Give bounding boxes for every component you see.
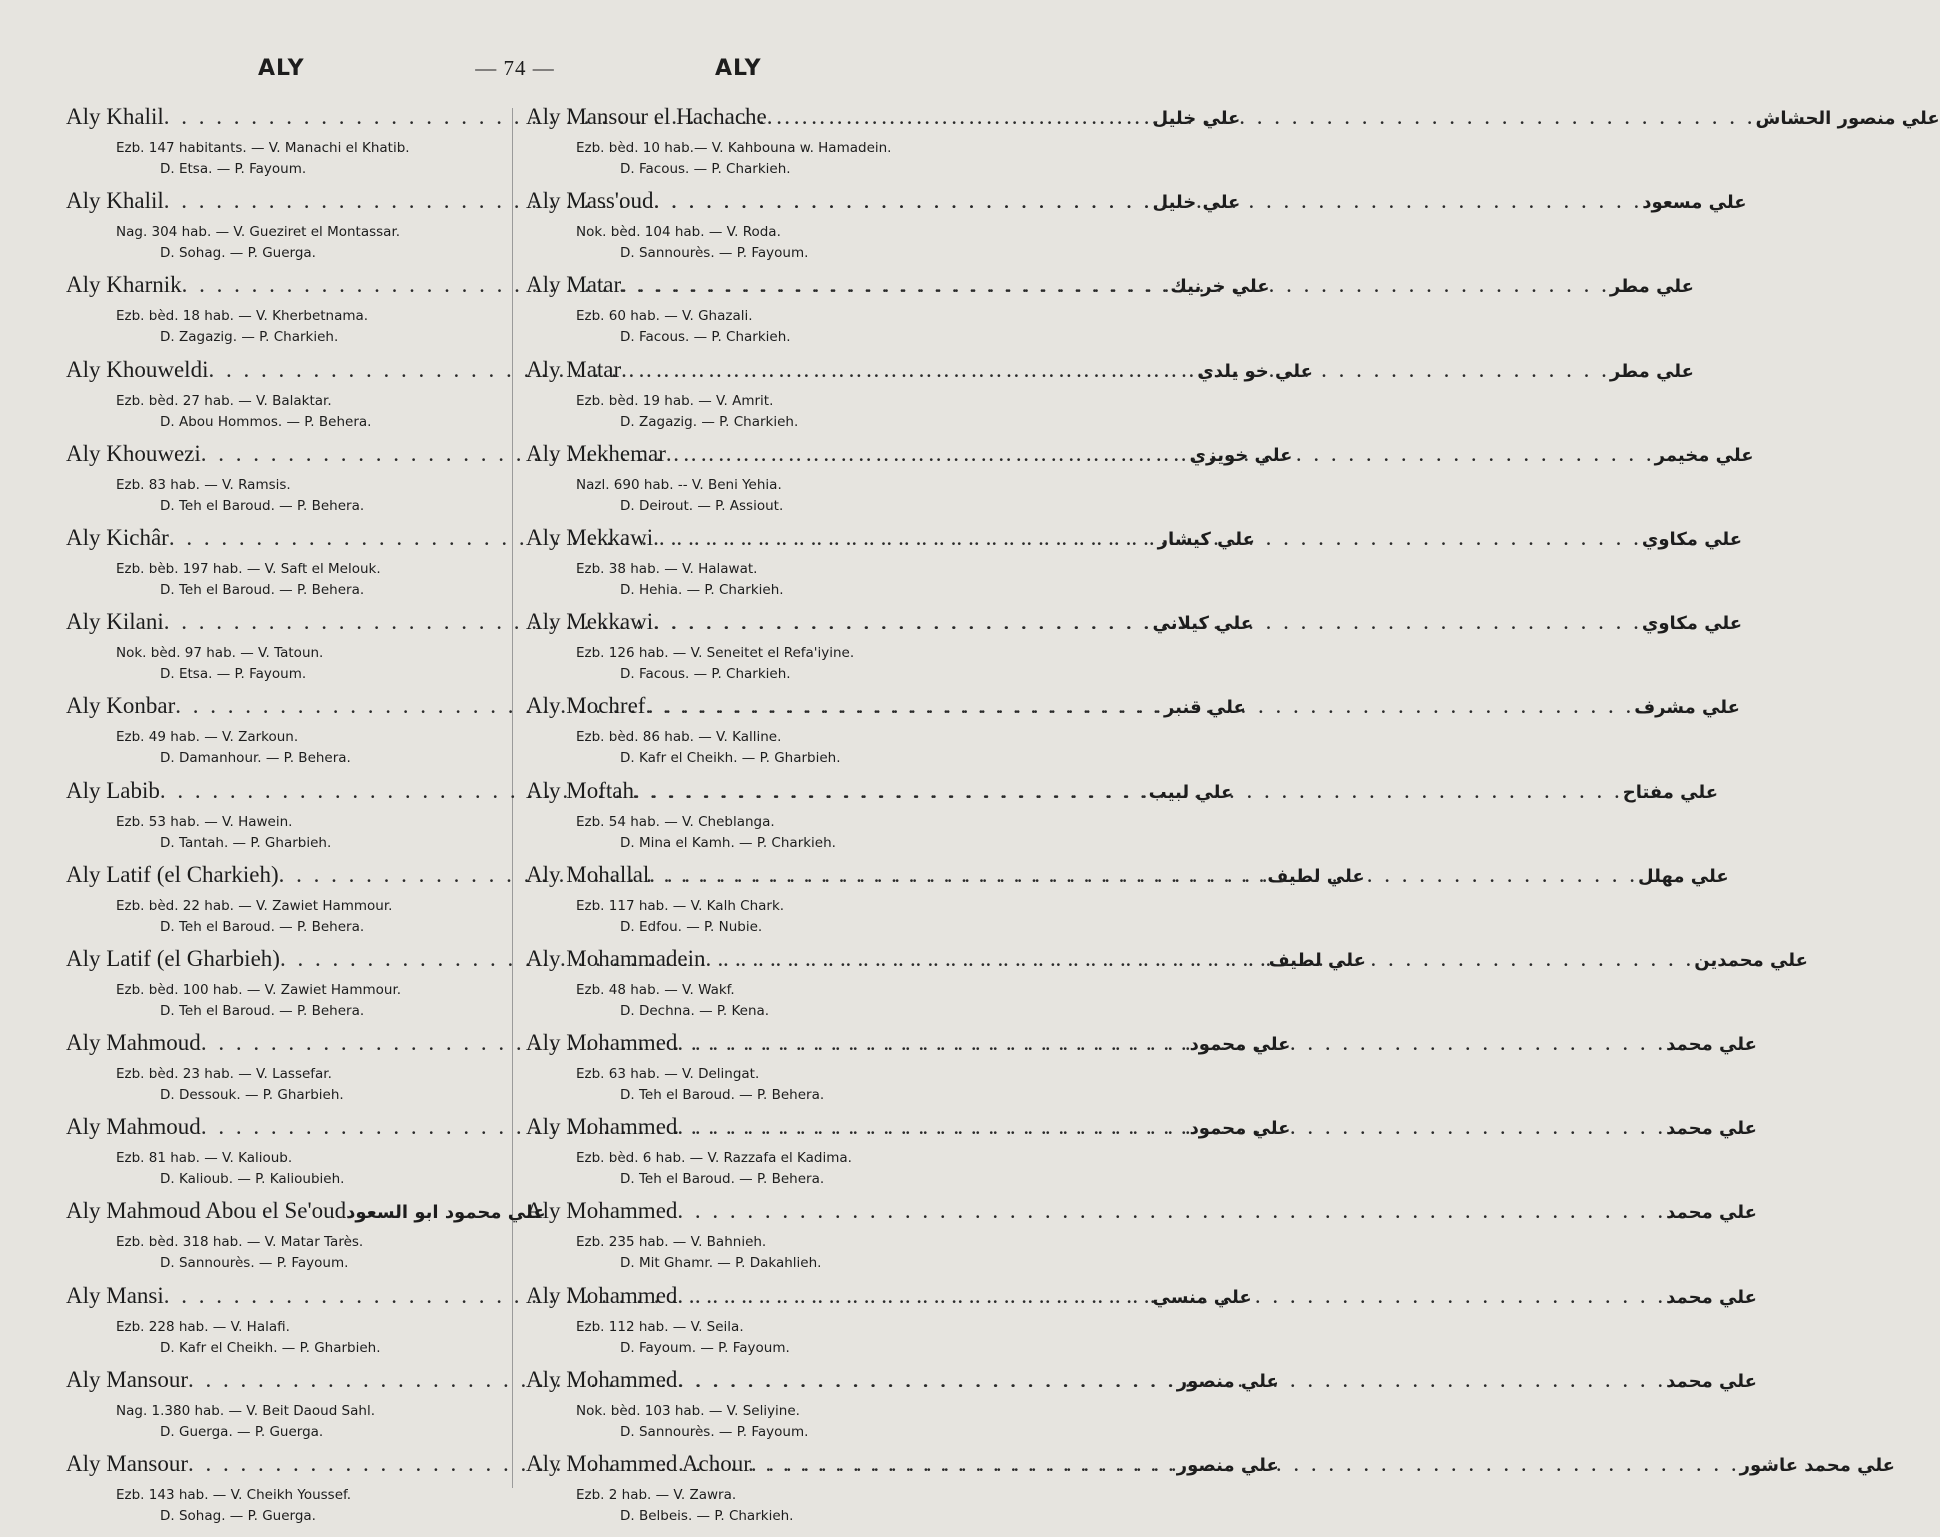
entry-arabic-name: علي منسي [1152,1286,1252,1308]
entry-details: Nag. 304 hab. — V. Gueziret el Montassar. [116,224,401,241]
dot-leaders [645,693,1634,719]
entry-details: Ezb. bèd. 19 hab. — V. Amrit. [576,392,774,409]
entry-arabic-name: علي كيشار [1157,528,1255,550]
entry-name: Aly Latif (el Gharbieh) [66,945,280,971]
entry-details: Ezb. bèd. 318 hab. — V. Matar Tarès. [116,1234,364,1251]
entry-name: Aly Mohammed [526,1114,678,1140]
entry-arabic-name: علي محمدين [1694,949,1808,971]
dot-leaders [767,104,1756,130]
dot-leaders [621,272,1610,298]
entry-name: Aly Mohammadein [526,945,706,971]
dot-leaders [677,1283,1666,1309]
entry-district: D. Teh el Baroud. — P. Behera. [620,1087,825,1104]
dot-leaders [653,525,1642,551]
entry-details: Ezb. 54 hab. — V. Cheblanga. [576,813,775,830]
entry-name: Aly Khalil [66,104,164,129]
entry-arabic-name: علي مفتاح [1622,781,1719,803]
entry-arabic-name: علي خليل [1152,108,1241,129]
entry-details: Ezb. 143 hab. — V. Cheikh Youssef. [116,1487,352,1503]
entry-district: D. Hehia. — P. Charkieh. [620,581,784,598]
entry-district: D. Facous. — P. Charkieh. [620,161,791,177]
entry-arabic-name: علي منصور [1176,1455,1279,1476]
entry-arabic-name: علي قنبر [1163,697,1246,719]
entry-district: D. Mina el Kamh. — P. Charkieh. [620,834,836,851]
entry-district: D. Facous. — P. Charkieh. [620,329,791,346]
entry-details: Ezb. 49 hab. — V. Zarkoun. [116,729,299,746]
entry-arabic-name: علي كيلاني [1152,613,1254,635]
entry-name: Aly Labib [66,777,160,803]
entry-name: Aly Mansour [66,1451,189,1476]
entry-name: Aly Mohammed [526,1366,678,1392]
entry-name: Aly Mansour el Hachache [526,104,767,129]
entry-district: D. Sannourès. — P. Fayoum. [620,1423,809,1440]
running-head-left: ALY [258,56,305,81]
entry-district: D. Teh el Baroud. — P. Behera. [160,1002,365,1019]
entry-district: D. Edfou. — P. Nubie. [620,918,763,935]
entry-name: Aly Mansour [66,1366,189,1392]
entry-district: D. Tantah. — P. Gharbieh. [160,834,332,851]
entry-arabic-name: علي مكاوي [1641,528,1743,550]
entry-district: D. Teh el Baroud. — P. Behera. [160,581,365,598]
entry-district: D. Teh el Baroud. — P. Behera. [160,497,365,514]
page-header [0,56,1000,92]
dot-leaders [677,1114,1666,1140]
entry-name: Aly Mass'oud [526,188,654,214]
entry-name: Aly Mohallal [526,861,650,887]
entry-district: D. Deirout. — P. Assiout. [620,497,784,514]
entry-district: D. Kafr el Cheikh. — P. Gharbieh. [160,1339,381,1356]
entry-name: Aly Mekkawi [526,524,654,550]
entry-details: Ezb. 53 hab. — V. Hawein. [116,813,293,830]
entry-arabic-name: علي مسعود [1642,192,1747,214]
entry-arabic-name: علي محمود [1189,1118,1291,1140]
dot-leaders [706,946,1695,972]
entry-details: Ezb. bèd. 86 hab. — V. Kalline. [576,729,782,746]
entry-arabic-name: علي منصور [1176,1370,1279,1392]
entry-district: D. Kafr el Cheikh. — P. Gharbieh. [620,750,841,767]
entry-name: Aly Latif (el Charkieh) [66,861,279,887]
dot-leaders [677,1030,1666,1056]
entry-name: Aly Mohammed Achour [526,1451,751,1476]
entry-district: D. Zagazig. — P. Charkieh. [160,329,339,346]
entry-district: D. Facous. — P. Charkieh. [620,666,791,683]
entry-district: D. Dechna. — P. Kena. [620,1002,770,1019]
entry-details: Ezb. bèd. 27 hab. — V. Balaktar. [116,392,332,409]
running-head-right: ALY [715,56,762,81]
entry-details: Ezb. bèb. 197 hab. — V. Saft el Melouk. [116,560,381,577]
entry-name: Aly Mochref [526,693,646,719]
entry-district: D. Belbeis. — P. Charkieh. [620,1508,794,1524]
entry-arabic-name: علي خو يلدي [1197,360,1313,382]
dot-leaders [677,1198,1666,1224]
entry-arabic-name: علي مشرف [1634,697,1740,719]
dot-leaders [634,778,1623,804]
entry-district: D. Etsa. — P. Fayoum. [160,666,307,683]
entry-name: Aly Kharnik [66,272,182,298]
entry-district: D. Zagazig. — P. Charkieh. [620,413,799,430]
entry-name: Aly Mansi [66,1282,164,1308]
entry-name: Aly Mekkawi [526,609,654,635]
entry-arabic-name: علي محمد [1666,1202,1757,1224]
entry-district: D. Etsa. — P. Fayoum. [160,161,307,177]
entry-details: Ezb. 38 hab. — V. Halawat. [576,560,758,577]
dot-leaders [677,1367,1666,1393]
entry-name: Aly Mohammed [526,1198,678,1224]
entry-district: D. Kalioub. — P. Kalioubieh. [160,1171,345,1188]
entry-details: Ezb. bèd. 18 hab. — V. Kherbetnama. [116,308,369,325]
entry-details: Ezb. 60 hab. — V. Ghazali. [576,308,753,325]
entry-arabic-name: علي مطر [1609,360,1694,382]
entry-district: D. Sohag. — P. Guerga. [160,1508,316,1524]
entry-name: Aly Kilani [66,609,164,635]
entry-details: Ezb. 117 hab. — V. Kalh Chark. [576,897,785,914]
entry-arabic-name: علي مطر [1609,276,1694,298]
entry-details: Ezb. 81 hab. — V. Kalioub. [116,1150,293,1167]
dot-leaders [621,357,1610,383]
entry-arabic-name: علي لطيف [1267,865,1365,887]
entry-name: Aly Khalil [66,188,164,214]
entry-details: Ezb. 83 hab. — V. Ramsis. [116,476,291,493]
entry-name: Aly Kichâr [66,524,169,550]
entry-district: D. Fayoum. — P. Fayoum. [620,1339,790,1356]
entry-heading [66,1198,546,1232]
entry-arabic-name: علي مكاوي [1641,613,1743,635]
entry-district: D. Dessouk. — P. Gharbieh. [160,1087,344,1104]
dot-leaders [653,609,1642,635]
entry-district: D. Teh el Baroud. — P. Behera. [620,1171,825,1188]
entry-arabic-name: علي خرنيك [1170,276,1270,298]
entry-details: Ezb. 147 habitants. — V. Manachi el Khatib. [116,140,410,156]
entry-arabic-name: علي محمود ابو السعود [346,1202,546,1224]
entry-district: D. Teh el Baroud. — P. Behera. [160,918,365,935]
dot-leaders [649,862,1638,888]
dot-leaders [653,188,1642,214]
entry-arabic-name: علي خليل [1152,192,1241,214]
entry-district: D. Damanhour. — P. Behera. [160,750,351,767]
entry-details: Ezb. 126 hab. — V. Seneitet el Refa'iyine. [576,645,855,662]
entry-details: Ezb. 63 hab. — V. Delingat. [576,1066,760,1083]
entry-name: Aly Mahmoud [66,1114,201,1140]
gazetteer-entry [526,1198,1757,1282]
entry-name: Aly Konbar [66,693,176,719]
entry-name: Aly Moftah [526,777,634,803]
entry-name: Aly Mohammed [526,1282,678,1308]
entry-arabic-name: علي محمد [1666,1286,1757,1308]
entry-district: D. Sannourès. — P. Fayoum. [620,245,809,262]
entry-details: Ezb. 2 hab. — V. Zawra. [576,1487,737,1503]
entry-details: Ezb. 48 hab. — V. Wakf. [576,981,735,998]
entry-name: Aly Mahmoud [66,1030,201,1056]
entry-arabic-name: علي محمد [1666,1118,1757,1140]
entry-name: Aly Matar [526,356,622,382]
entry-arabic-name: علي منصور الحشاش [1755,108,1940,129]
entry-details: Ezb. bèd. 22 hab. — V. Zawiet Hammour. [116,897,393,914]
entry-details: Nok. bèd. 104 hab. — V. Roda. [576,224,781,241]
gazetteer-entry [66,1198,546,1282]
entry-details: Ezb. bèd. 6 hab. — V. Razzafa el Kadima. [576,1150,852,1167]
entry-name: Aly Mahmoud Abou el Se'oud [66,1198,347,1224]
entry-arabic-name: علي محمد عاشور [1739,1455,1895,1476]
entry-name: Aly Mekhemar [526,440,666,466]
entry-name: Aly Matar [526,272,622,298]
entry-district: D. Abou Hommos. — P. Behera. [160,413,372,430]
entry-arabic-name: علي محمد [1666,1034,1757,1056]
entry-details: Ezb. bèd. 23 hab. — V. Lassefar. [116,1066,332,1083]
page-number: — 74 — [475,56,555,80]
entry-details: Nazl. 690 hab. -- V. Beni Yehia. [576,476,782,493]
entry-name: Aly Mohammed [526,1030,678,1056]
dot-leaders [666,441,1655,467]
entry-district: D. Sohag. — P. Guerga. [160,245,316,262]
entry-district: D. Guerga. — P. Guerga. [160,1423,324,1440]
entry-arabic-name: علي خويزي [1189,444,1293,466]
dot-leaders [751,1451,1740,1477]
entry-details: Ezb. 235 hab. — V. Bahnieh. [576,1234,767,1251]
entry-details: Ezb. bèd. 10 hab.— V. Kahbouna w. Hamadein. [576,140,892,156]
entry-arabic-name: علي محمد [1666,1370,1757,1392]
entry-heading [526,1198,1757,1232]
entry-details: Ezb. 112 hab. — V. Seila. [576,1318,744,1335]
entry-arabic-name: علي محمود [1189,1034,1291,1056]
entry-details: Nok. bèd. 103 hab. — V. Seliyine. [576,1402,800,1419]
entry-details: Nag. 1.380 hab. — V. Beit Daoud Sahl. [116,1402,375,1419]
entry-details: Ezb. 228 hab. — V. Halafi. [116,1318,290,1335]
entry-name: Aly Khouwezi [66,440,201,466]
entry-arabic-name: علي لطيف [1268,949,1366,971]
entry-details: Ezb. bèd. 100 hab. — V. Zawiet Hammour. [116,981,402,998]
entry-arabic-name: علي لبيب [1148,781,1234,803]
entry-name: Aly Khouweldi [66,356,209,382]
entry-district: D. Mit Ghamr. — P. Dakahlieh. [620,1255,822,1272]
entry-arabic-name: علي مهلل [1638,865,1729,887]
entry-arabic-name: علي مخيمر [1654,444,1754,466]
entry-district: D. Sannourès. — P. Fayoum. [160,1255,349,1272]
entry-details: Nok. bèd. 97 hab. — V. Tatoun. [116,645,324,662]
